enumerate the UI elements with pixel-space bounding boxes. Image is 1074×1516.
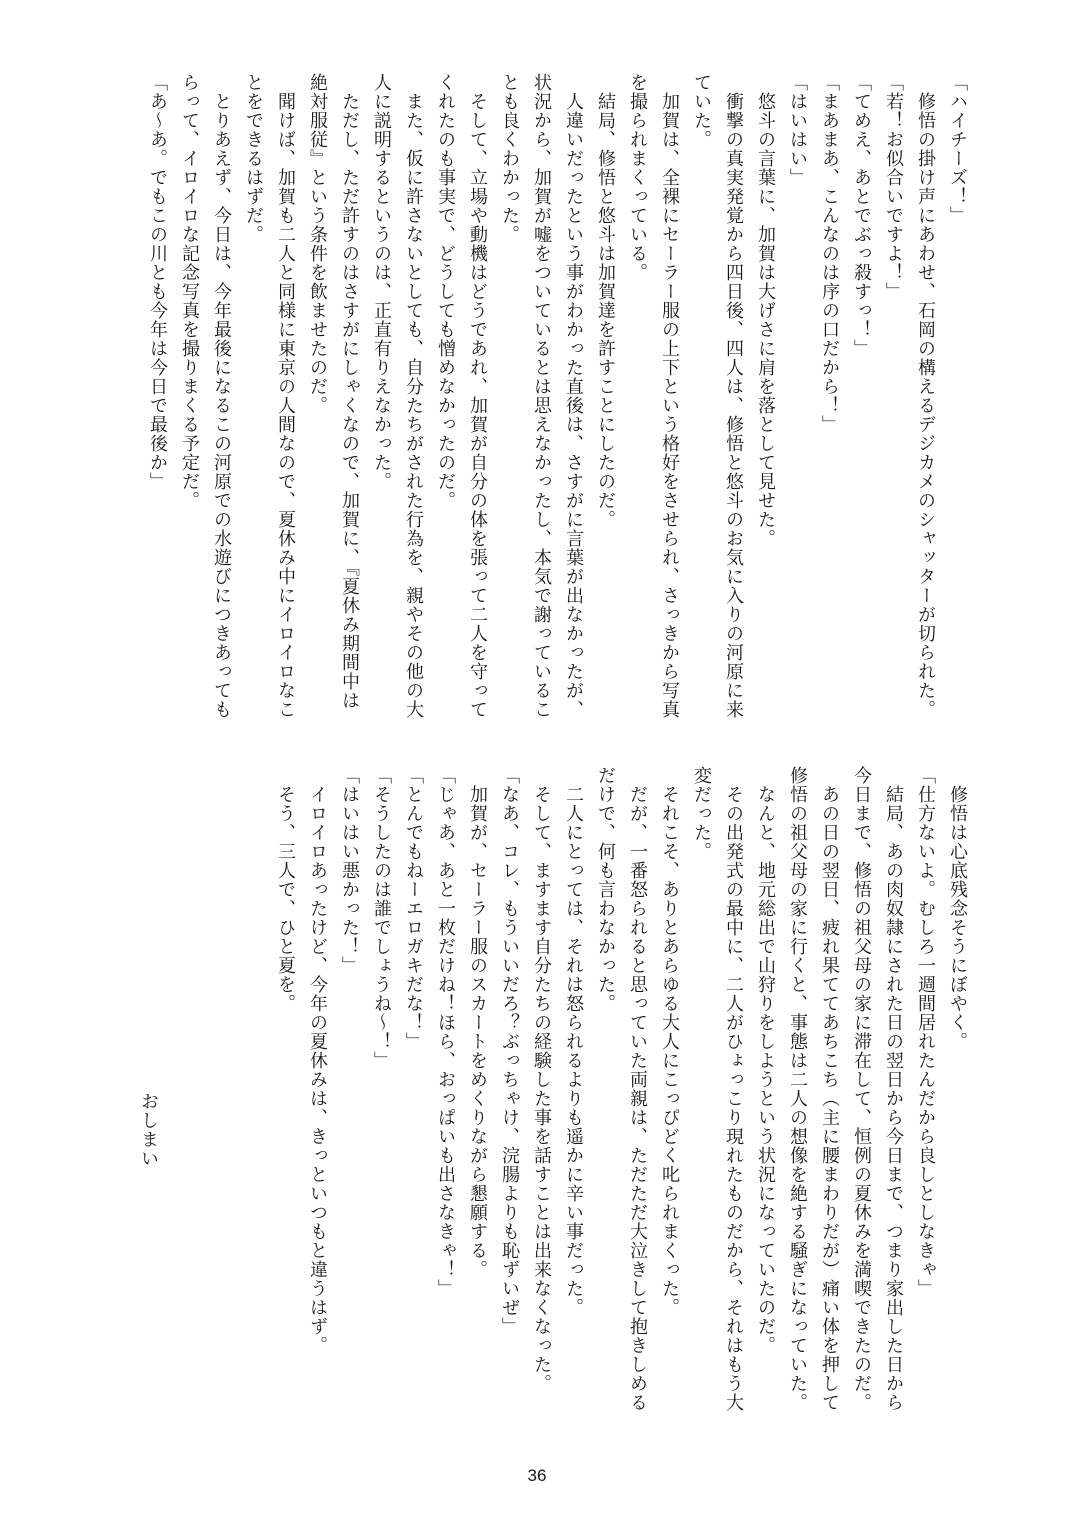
text-column: 二人にとっては、それは怒られるよりも遥かに辛い事だった。: [564, 766, 584, 1317]
text-column: とも良くわかった。: [500, 73, 520, 244]
text-column: 悠斗の言葉に、加賀は大げさに肩を落として見せた。: [756, 73, 776, 548]
story-text-block-bottom: [270, 766, 974, 1426]
text-column: 「仕方ないよ。むしろ一週間居れたんだから良しとしなきゃ」: [916, 766, 936, 1298]
text-column: なんと、地元総出で山狩りをしようという状況になっていたのだ。: [756, 766, 776, 1355]
text-column: 「はいはい」: [788, 73, 808, 187]
text-column: その出発式の最中に、二人がひょっこり現れたものだから、それはもう大: [724, 766, 744, 1412]
text-column: とをできるはずだ。: [244, 73, 264, 244]
text-column: 「てめえ、あとでぶっ殺すっ！」: [852, 73, 872, 358]
text-column: 「じゃあ、あと一枚だけね！ほら、おっぱいも出さなきゃ！」: [436, 766, 456, 1298]
text-column: 加賀は、全裸にセーラー服の上下という格好をさせられ、さっきから写真: [660, 73, 680, 719]
text-column: 「そうしたのは誰でしょうね〜！」: [372, 766, 392, 1070]
text-column: 修悟の掛け声にあわせ、石岡の構えるデジカメのシャッターが切られた。: [916, 73, 936, 719]
text-column: 「若！お似合いですよ！」: [884, 73, 904, 301]
text-column: 「ハイチーズ！」: [948, 73, 968, 225]
text-column: 衝撃の真実発覚から四日後、四人は、修悟と悠斗のお気に入りの河原に来: [724, 73, 744, 719]
text-column: イロイロあったけど、今年の夏休みは、きっといつもと違うはず。: [308, 766, 328, 1355]
text-column: だけで、何も言わなかった。: [596, 766, 616, 1013]
text-column: ただし、ただ許すのはさすがにしゃくなので、加賀に、『夏休み期間中は: [340, 73, 360, 710]
text-column: あの日の翌日、疲れ果ててあちこち（主に腰まわりだが）痛い体を押して: [820, 766, 840, 1412]
text-column: くれたのも事実で、どうしても憎めなかったのだ。: [436, 73, 456, 510]
text-column: 「なあ、コレ、もういいだろ？ぶっちゃけ、浣腸よりも恥ずいぜ」: [500, 766, 520, 1336]
ending-label: おしまい: [139, 1092, 159, 1168]
text-column: それこそ、ありとあらゆる大人にこっぴどく叱られまくった。: [660, 766, 680, 1317]
text-column: 修悟は心底残念そうにぼやく。: [948, 766, 968, 1051]
text-column: ていた。: [692, 73, 712, 149]
page-number: 36: [527, 1466, 547, 1485]
text-column: を撮られまくっている。: [628, 73, 648, 282]
text-column: 人に説明するというのは、正直有りえなかった。: [372, 73, 392, 491]
text-column: 状況から、加賀が嘘をついているとは思えなかったし、本気で謝っているこ: [532, 73, 552, 719]
text-column: 聞けば、加賀も二人と同様に東京の人間なので、夏休み中にイロイロなこ: [276, 73, 296, 719]
text-column: 人違いだったという事がわかった直後は、さすがに言葉が出なかったが、: [564, 73, 584, 719]
text-column: また、仮に許さないとしても、自分たちがされた行為を、親やその他の大: [404, 73, 424, 719]
text-column: 絶対服従』という条件を飲ませたのだ。: [308, 73, 328, 415]
text-column: 「はいはい悪かった！」: [340, 766, 360, 975]
text-column: そして、ますます自分たちの経験した事を話すことは出来なくなった。: [532, 766, 552, 1393]
text-column: 「とんでもねーエロガキだな！」: [404, 766, 424, 1051]
text-column: らって、イロイロな記念写真を撮りまくる予定だ。: [180, 73, 200, 510]
text-column: 今日まで、修悟の祖父母の家に滞在して、恒例の夏休みを満喫できたのだ。: [852, 766, 872, 1412]
text-column: 変だった。: [692, 766, 712, 861]
text-column: とりあえず、今日は、今年最後になるこの河原での水遊びにつきあっても: [212, 73, 232, 719]
text-column: 「あ〜あ。でもこの川とも今年は今日で最後か」: [148, 73, 168, 491]
text-column: そして、立場や動機はどうであれ、加賀が自分の体を張って二人を守って: [468, 73, 488, 719]
text-column: 結局、あの肉奴隷にされた日の翌日から今日まで、つまり家出した日から: [884, 766, 904, 1412]
text-column: 「まあまあ、こんなのは序の口だから！」: [820, 73, 840, 434]
text-column: 結局、修悟と悠斗は加賀達を許すことにしたのだ。: [596, 73, 616, 529]
text-column: だが、一番怒られると思っていた両親は、ただただ大泣きして抱きしめる: [628, 766, 648, 1412]
story-text-block-top: [142, 73, 974, 723]
text-column: そう、三人で、ひと夏を。: [276, 766, 296, 1013]
text-column: 加賀が、セーラー服のスカートをめくりながら懇願する。: [468, 766, 488, 1279]
text-column: 修悟の祖父母の家に行くと、事態は二人の想像を絶する騒ぎになっていた。: [788, 766, 808, 1412]
